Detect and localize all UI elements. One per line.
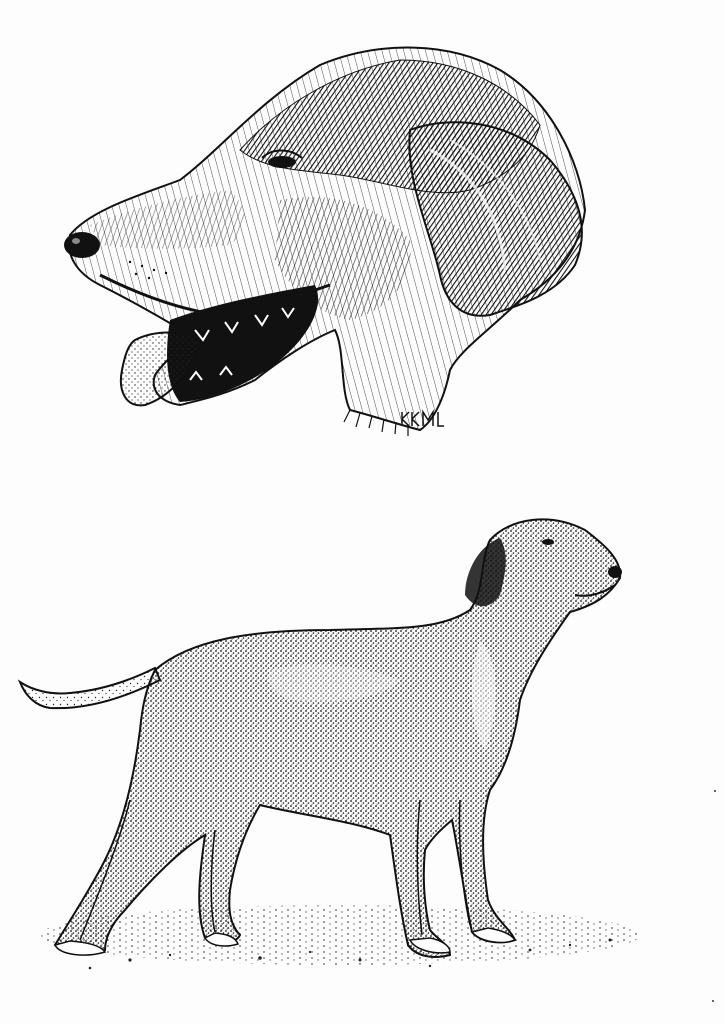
scan-speck [714,790,716,792]
scan-speck [712,1000,714,1002]
nose [64,232,100,258]
dog-body-illustration [10,500,670,990]
ground-shadow [40,905,640,965]
head-nose [608,566,622,578]
body [55,519,620,957]
eye [268,156,296,168]
dog-head-illustration [50,30,610,450]
tail [20,668,160,708]
head-eye [542,539,554,545]
